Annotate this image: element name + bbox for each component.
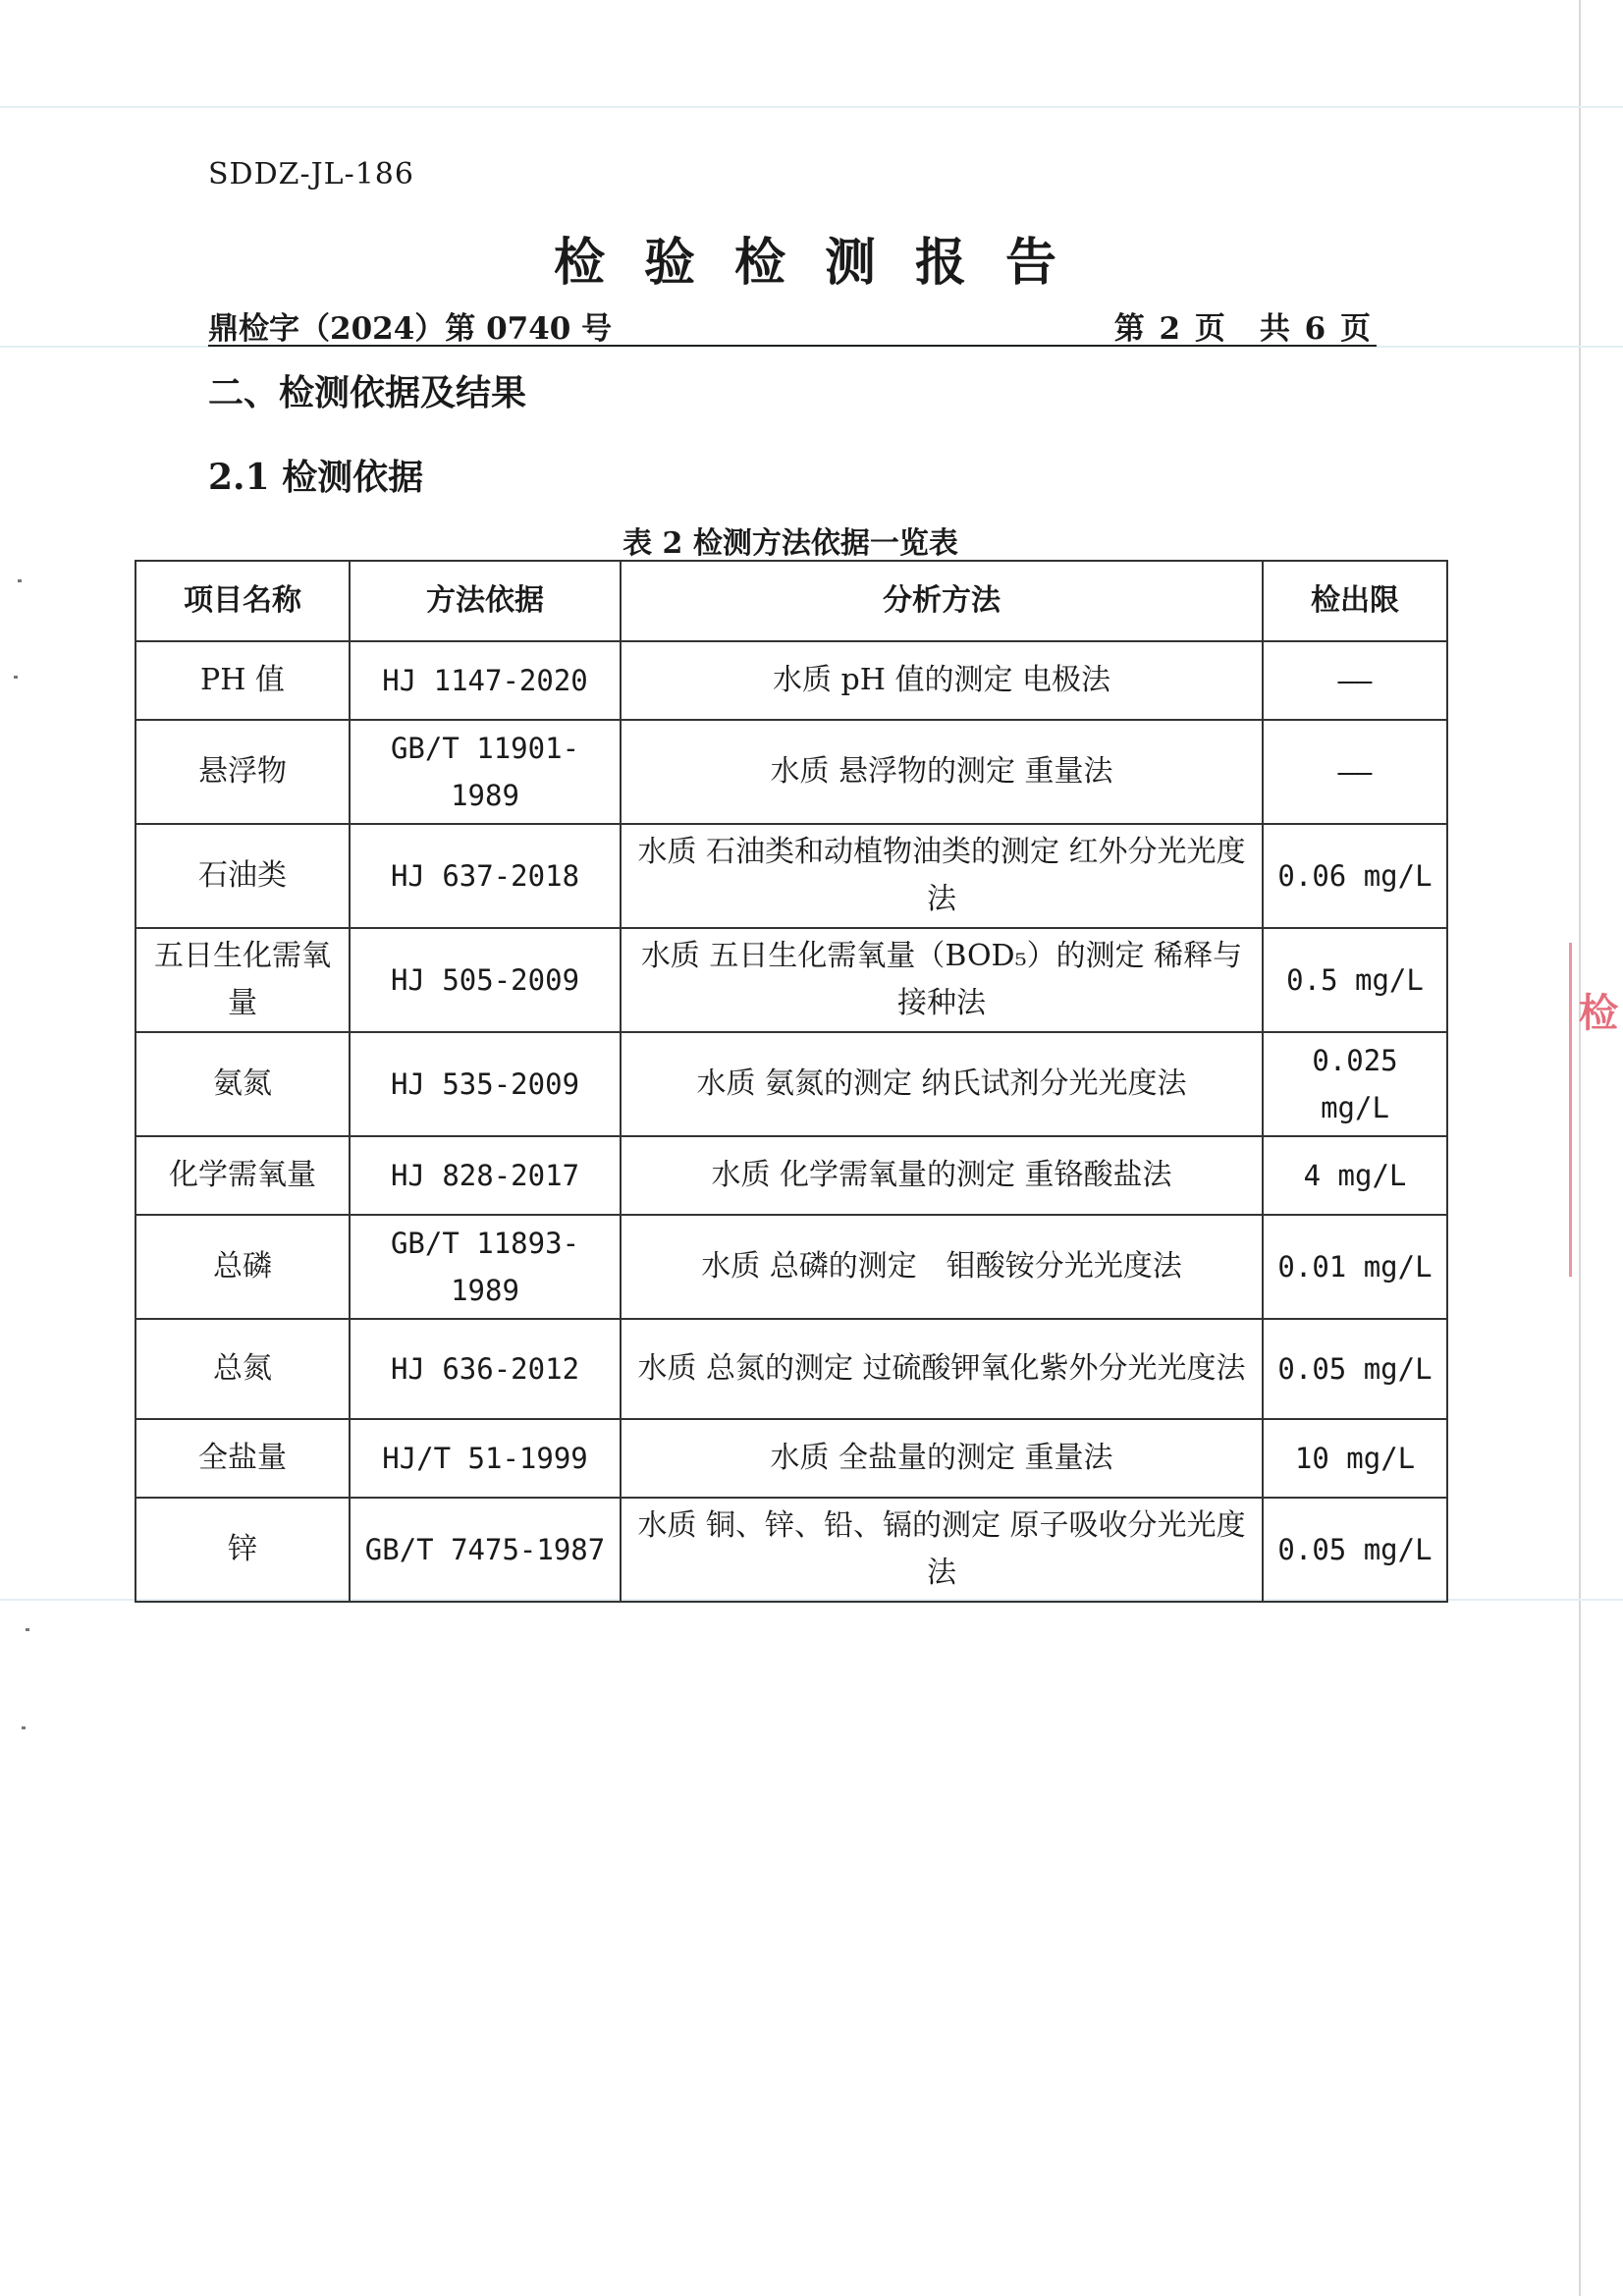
item-name: 全盐量 [135,1419,350,1498]
item-name: 总磷 [135,1215,350,1319]
table-caption: 表 2 检测方法依据一览表 [622,526,958,561]
detection-limit: 0.06 mg/L [1263,824,1447,928]
standard-code: HJ 1147-2020 [350,641,621,720]
table-header-row [135,561,1447,641]
table-row [135,928,1447,1032]
item-name: 石油类 [135,824,350,928]
header-analysis-method: 分析方法 [621,561,1263,641]
stamp-text: 检 [1579,990,1618,1036]
item-name: 氨氮 [135,1032,350,1136]
subsection-heading: 2.1 检测依据 [208,457,424,498]
detection-limit: —— [1263,641,1447,720]
methods-table [135,560,1448,1603]
item-name: 化学需氧量 [135,1136,350,1215]
table-row [135,1419,1447,1498]
item-name: PH 值 [135,641,350,720]
item-name: 锌 [135,1498,350,1602]
table-row [135,824,1447,928]
standard-code: GB/T 11901-1989 [350,720,621,824]
item-name: 五日生化需氧量 [135,928,350,1032]
analysis-method: 水质 五日生化需氧量（BOD₅）的测定 稀释与接种法 [621,928,1263,1032]
item-name: 悬浮物 [135,720,350,824]
standard-code: HJ 637-2018 [350,824,621,928]
analysis-method: 水质 悬浮物的测定 重量法 [621,720,1263,824]
document-code: SDDZ-JL-186 [208,157,414,191]
analysis-method: 水质 全盐量的测定 重量法 [621,1419,1263,1498]
analysis-method: 水质 石油类和动植物油类的测定 红外分光光度法 [621,824,1263,928]
analysis-method: 水质 氨氮的测定 纳氏试剂分光光度法 [621,1032,1263,1136]
detection-limit: 0.025 mg/L [1263,1032,1447,1136]
standard-code: HJ/T 51-1999 [350,1419,621,1498]
table-row [135,1319,1447,1419]
scan-speck [22,1726,26,1729]
standard-code: HJ 535-2009 [350,1032,621,1136]
analysis-method: 水质 总磷的测定 钼酸铵分光光度法 [621,1215,1263,1319]
detection-limit: 0.01 mg/L [1263,1215,1447,1319]
analysis-method: 水质 总氮的测定 过硫酸钾氧化紫外分光光度法 [621,1319,1263,1419]
document-title: 检验检测报告 [553,233,1096,293]
detection-limit: 0.05 mg/L [1263,1319,1447,1419]
standard-code: GB/T 7475-1987 [350,1498,621,1602]
analysis-method: 水质 pH 值的测定 电极法 [621,641,1263,720]
detection-limit: 10 mg/L [1263,1419,1447,1498]
standard-code: HJ 505-2009 [350,928,621,1032]
detection-limit: 0.05 mg/L [1263,1498,1447,1602]
header-detection-limit: 检出限 [1263,561,1447,641]
report-header-line [208,300,1377,347]
scan-speck [26,1628,29,1631]
table-row [135,720,1447,824]
standard-code: GB/T 11893-1989 [350,1215,621,1319]
analysis-method: 水质 铜、锌、铅、镉的测定 原子吸收分光光度法 [621,1498,1263,1602]
detection-limit: —— [1263,720,1447,824]
page-info: 第 2 页 共 6 页 [1113,311,1373,347]
section-heading: 二、检测依据及结果 [208,372,527,413]
detection-limit: 0.5 mg/L [1263,928,1447,1032]
standard-code: HJ 828-2017 [350,1136,621,1215]
detection-limit: 4 mg/L [1263,1136,1447,1215]
table-row [135,1032,1447,1136]
table-row [135,641,1447,720]
table-row [135,1136,1447,1215]
table-row [135,1215,1447,1319]
scan-speck [18,579,22,582]
header-standard: 方法依据 [350,561,621,641]
scan-line [0,106,1623,108]
standard-code: HJ 636-2012 [350,1319,621,1419]
table-row [135,1498,1447,1602]
report-number: 鼎检字（2024）第 0740 号 [208,311,613,347]
item-name: 总氮 [135,1319,350,1419]
analysis-method: 水质 化学需氧量的测定 重铬酸盐法 [621,1136,1263,1215]
scan-speck [14,676,18,679]
header-item-name: 项目名称 [135,561,350,641]
